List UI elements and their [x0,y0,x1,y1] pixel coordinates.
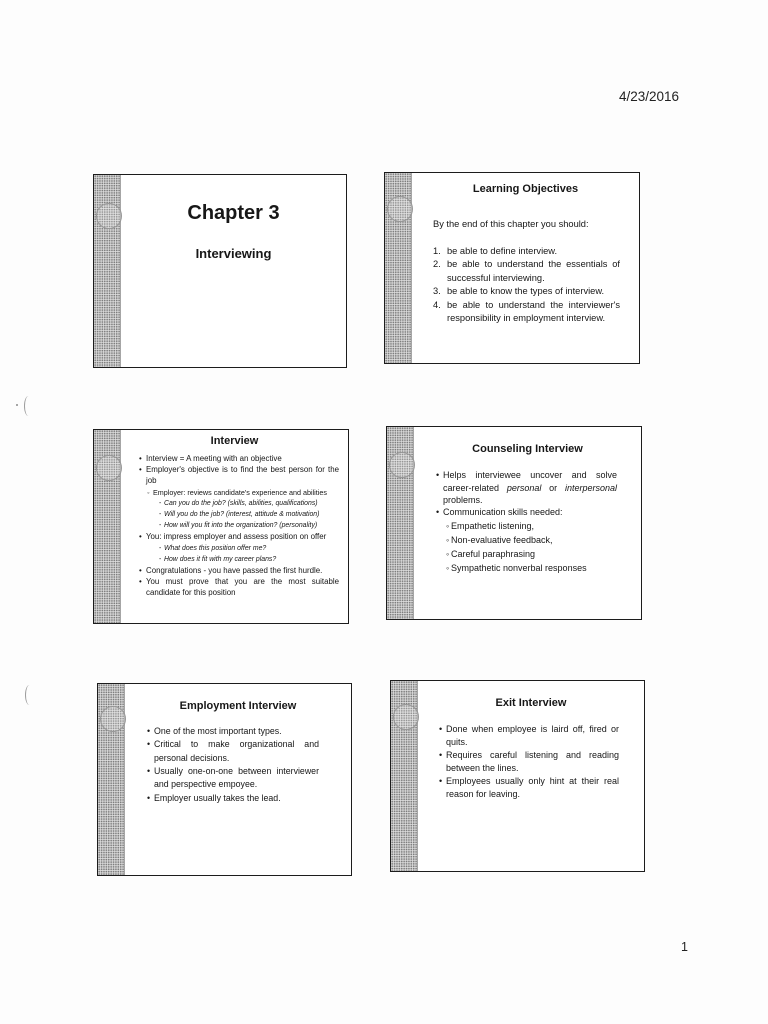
sub-sub-bullet-item [159,543,339,554]
item-text: be able to define interview. [447,245,558,256]
bullet-text: Employees usually only hint at their real reason for leaving. [446,776,619,799]
bullet-text-emphasis: interpersonal [564,482,617,493]
sub-sub-bullet-list [159,543,339,565]
bullet-text: or [541,482,565,493]
sub-bullet-item [147,487,339,532]
decorative-circle [393,704,419,730]
sub-sub-bullet-item [159,498,339,509]
bullet-text: Requires careful listening and reading between the lines. [446,750,619,773]
chapter-subtitle: Interviewing [195,245,272,261]
sub-bullet-list [147,487,339,532]
numbered-item [433,245,620,259]
bullet-text-emphasis: personal [506,482,542,493]
bullet-text: Interview = A meeting with an objective [146,454,282,463]
scan-speck [16,404,18,406]
bullet-text: How does it fit with my career plans? [164,555,277,563]
bullet-item [147,738,319,765]
bullet-item [139,576,339,598]
bullet-text: Communication skills needed: [443,507,563,518]
sub-bullet-item [446,547,617,561]
slide-learning-objectives [384,172,640,364]
numbered-list [433,245,620,327]
bullet-text: Sympathetic nonverbal responses [451,562,587,573]
bullet-text: Critical to make organizational and personal decisions. [154,739,319,763]
item-text: be able to understand the essentials of successful interviewing. [447,259,620,283]
sub-bullet-item [446,561,617,575]
bullet-item [147,725,319,738]
sub-sub-bullet-list [159,498,339,532]
bullet-text: What does this position offer me? [164,544,267,552]
sub-bullet-item [446,519,617,533]
bullet-list [139,453,339,599]
slide-title: Employment Interview [179,700,297,712]
bullet-text: Done when employee is laird off, fired or quits. [446,724,619,747]
bullet-text: Congratulations - you have passed the first hurdle. [146,566,323,576]
decorative-circle [389,452,415,478]
decorative-circle [387,196,413,222]
bullet-text: Will you do the job? (interest, attitude & motivation) [164,511,320,519]
bullet-text: Careful paraphrasing [451,548,536,559]
bullet-item [436,469,617,506]
bullet-item [139,453,339,464]
bullet-text: Non-evaluative feedback, [451,534,553,545]
item-number: 1. [433,245,441,256]
bullet-item [439,775,619,801]
decorative-circle [96,203,122,229]
page-number: 1 [681,940,688,954]
bullet-item [139,565,339,576]
chapter-title: Chapter 3 [187,201,280,224]
slide-title: Learning Objectives [472,182,579,195]
bullet-item [436,506,617,574]
item-number: 4. [433,299,441,310]
bullet-text: You must prove that you are the most suitable candidate for this position [146,577,339,598]
slide-interview [93,429,349,624]
bullet-item [139,464,339,531]
item-text: be able to understand the interviewer's responsibility in employment interview. [447,299,620,324]
decorative-circle [100,706,126,732]
bullet-item [439,749,619,775]
sub-sub-bullet-item [159,554,339,565]
bullet-text: How will you fit into the organization? (personality) [164,522,318,530]
bullet-item [147,792,319,805]
bullet-item [147,765,319,792]
sub-sub-bullet-item [159,520,339,531]
numbered-item [433,285,620,299]
slide-employment-interview [97,683,352,876]
slide-chapter-title [93,174,347,368]
numbered-item [433,258,620,285]
bullet-list [439,723,619,801]
bullet-text: Employer usually takes the lead. [154,792,281,803]
item-number: 3. [433,286,441,297]
slide-exit-interview [390,680,645,872]
slide-intro: By the end of this chapter you should: [433,218,589,229]
item-number: 2. [433,259,441,270]
bullet-text: Employer: reviews candidate's experience and abilities [153,487,327,497]
bullet-item [439,723,619,749]
sub-sub-bullet-item [159,509,339,520]
slide-title: Interview [210,435,259,447]
punch-hole-mark [25,685,34,705]
bullet-list [147,725,319,805]
bullet-text: Employer's objective is to find the best person for the job [146,465,339,486]
bullet-text: Can you do the job? (skills, abilities, qualifications) [164,499,318,507]
item-text: be able to know the types of interview. [447,286,605,297]
bullet-text: Helps interviewee uncover and solve career-related [443,470,617,493]
slide-title: Counseling Interview [472,443,583,455]
page-date: 4/23/2016 [619,89,680,104]
punch-hole-mark [24,396,33,416]
sub-bullet-list [446,519,617,575]
slide-counseling-interview [386,426,642,620]
slide-title: Exit Interview [495,697,567,709]
bullet-text: One of the most important types. [154,725,282,736]
bullet-text: Usually one-on-one between interviewer and perspective empoyee. [154,766,319,790]
numbered-item [433,299,620,326]
bullet-text: Empathetic listening, [451,520,535,531]
bullet-list [436,469,617,574]
bullet-text: You: impress employer and assess position on offer [146,532,327,542]
bullet-item [139,531,339,565]
sub-bullet-item [446,533,617,547]
decorative-circle [96,455,122,481]
bullet-text: problems. [443,494,483,505]
